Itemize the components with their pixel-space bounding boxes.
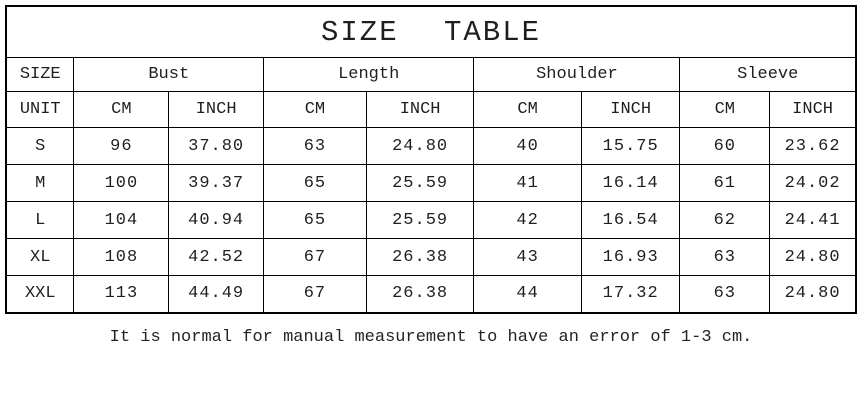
title-row [6, 6, 856, 58]
row-size-label: L [6, 202, 74, 239]
measurement-value: 23.62 [770, 128, 856, 165]
measurement-value: 26.38 [366, 276, 474, 313]
unit-header-bust-cm: CM [74, 92, 169, 128]
header-unit: UNIT [6, 92, 74, 128]
measurement-value: 24.80 [770, 239, 856, 276]
group-header-row [6, 58, 856, 92]
measurement-value: 16.14 [581, 165, 680, 202]
measurement-value: 42 [474, 202, 582, 239]
measurement-value: 24.02 [770, 165, 856, 202]
measurement-value: 41 [474, 165, 582, 202]
table-row [6, 239, 856, 276]
unit-header-row [6, 92, 856, 128]
table-row [6, 128, 856, 165]
measurement-value: 62 [680, 202, 770, 239]
measurement-value: 60 [680, 128, 770, 165]
header-sleeve: Sleeve [680, 58, 856, 92]
measurement-value: 65 [264, 165, 367, 202]
measurement-value: 25.59 [366, 165, 474, 202]
header-bust: Bust [74, 58, 264, 92]
size-rows-body [6, 128, 856, 313]
table-row [6, 276, 856, 313]
measurement-value: 42.52 [169, 239, 264, 276]
measurement-value: 37.80 [169, 128, 264, 165]
unit-header-sleeve-inch: INCH [770, 92, 856, 128]
unit-header-bust-inch: INCH [169, 92, 264, 128]
measurement-value: 113 [74, 276, 169, 313]
row-size-label: XXL [6, 276, 74, 313]
size-table [5, 5, 857, 314]
measurement-value: 63 [680, 276, 770, 313]
unit-header-shoulder-inch: INCH [581, 92, 680, 128]
measurement-value: 65 [264, 202, 367, 239]
measurement-note: It is normal for manual measurement to have an error of 1-3 cm. [109, 328, 753, 347]
unit-header-length-inch: INCH [366, 92, 474, 128]
table-row [6, 165, 856, 202]
measurement-value: 24.80 [770, 276, 856, 313]
row-size-label: S [6, 128, 74, 165]
measurement-value: 15.75 [581, 128, 680, 165]
row-size-label: XL [6, 239, 74, 276]
measurement-value: 16.93 [581, 239, 680, 276]
header-shoulder: Shoulder [474, 58, 680, 92]
measurement-value: 43 [474, 239, 582, 276]
measurement-value: 17.32 [581, 276, 680, 313]
unit-header-sleeve-cm: CM [680, 92, 770, 128]
page-title: SIZE TABLE [6, 6, 856, 58]
measurement-value: 44 [474, 276, 582, 313]
measurement-value: 40 [474, 128, 582, 165]
measurement-value: 26.38 [366, 239, 474, 276]
measurement-value: 67 [264, 276, 367, 313]
header-size: SIZE [6, 58, 74, 92]
measurement-value: 61 [680, 165, 770, 202]
measurement-value: 108 [74, 239, 169, 276]
measurement-value: 104 [74, 202, 169, 239]
measurement-value: 63 [264, 128, 367, 165]
measurement-value: 39.37 [169, 165, 264, 202]
measurement-value: 40.94 [169, 202, 264, 239]
measurement-value: 24.80 [366, 128, 474, 165]
table-row [6, 202, 856, 239]
row-size-label: M [6, 165, 74, 202]
measurement-value: 16.54 [581, 202, 680, 239]
measurement-value: 96 [74, 128, 169, 165]
measurement-value: 67 [264, 239, 367, 276]
measurement-value: 100 [74, 165, 169, 202]
unit-header-length-cm: CM [264, 92, 367, 128]
measurement-value: 44.49 [169, 276, 264, 313]
header-length: Length [264, 58, 474, 92]
measurement-value: 63 [680, 239, 770, 276]
measurement-value: 24.41 [770, 202, 856, 239]
unit-header-shoulder-cm: CM [474, 92, 582, 128]
measurement-value: 25.59 [366, 202, 474, 239]
